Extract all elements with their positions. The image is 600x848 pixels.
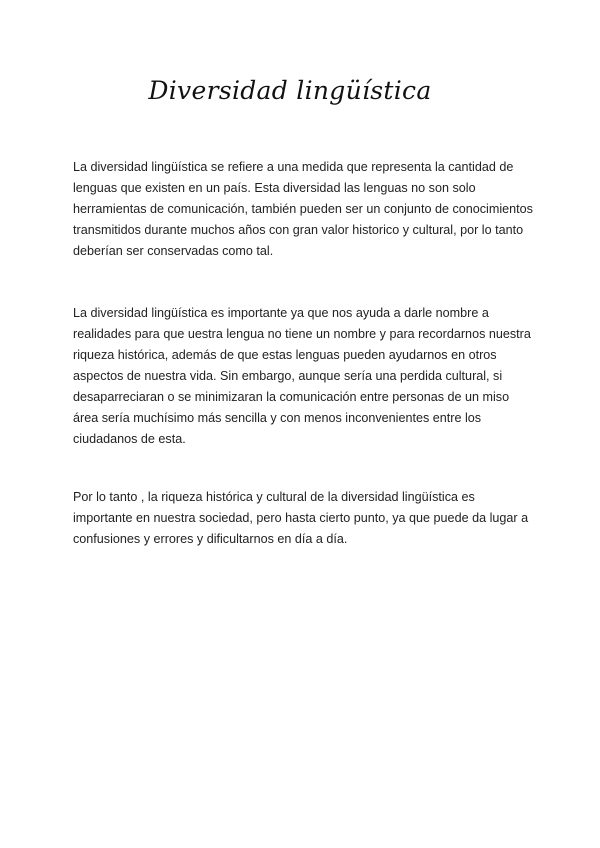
paragraph-block-1 [73,157,535,262]
paragraph-1: La diversidad lingüística se refiere a una medida que representa la cantidad de lenguas que existen en un país. Esta diversidad las lenguas no son solo herramientas de comunicación, también pueden ser un conjunto de conocimientos transmitidos durante muchos años con gran valor historico y cultural, por lo tanto deberían ser conservadas como tal. [73,160,533,258]
paragraph-block-2 [73,303,535,450]
paragraph-block-3 [73,487,535,550]
paragraph-3: Por lo tanto , la riqueza histórica y cultural de la diversidad lingüística es importante en nuestra sociedad, pero hasta cierto punto, ya que puede da lugar a confusiones y errores y dificultarnos en día a día. [73,490,529,546]
document-title: Diversidad lingüística [148,76,432,105]
paragraph-2: La diversidad lingüística es importante ya que nos ayuda a darle nombre a realidades para que uestra lengua no tiene un nombre y para recordarnos nuestra riqueza histórica, además de que estas lenguas pueden ayudarnos en otros aspectos de nuestra vida. Sin embargo, aunque sería una perdida cultural, si desaparreciaran o se minimizaran la comunicación entre personas de un miso área sería muchísimo más sencilla y con menos inconvenientes entre los ciudadanos de esta. [73,306,531,446]
